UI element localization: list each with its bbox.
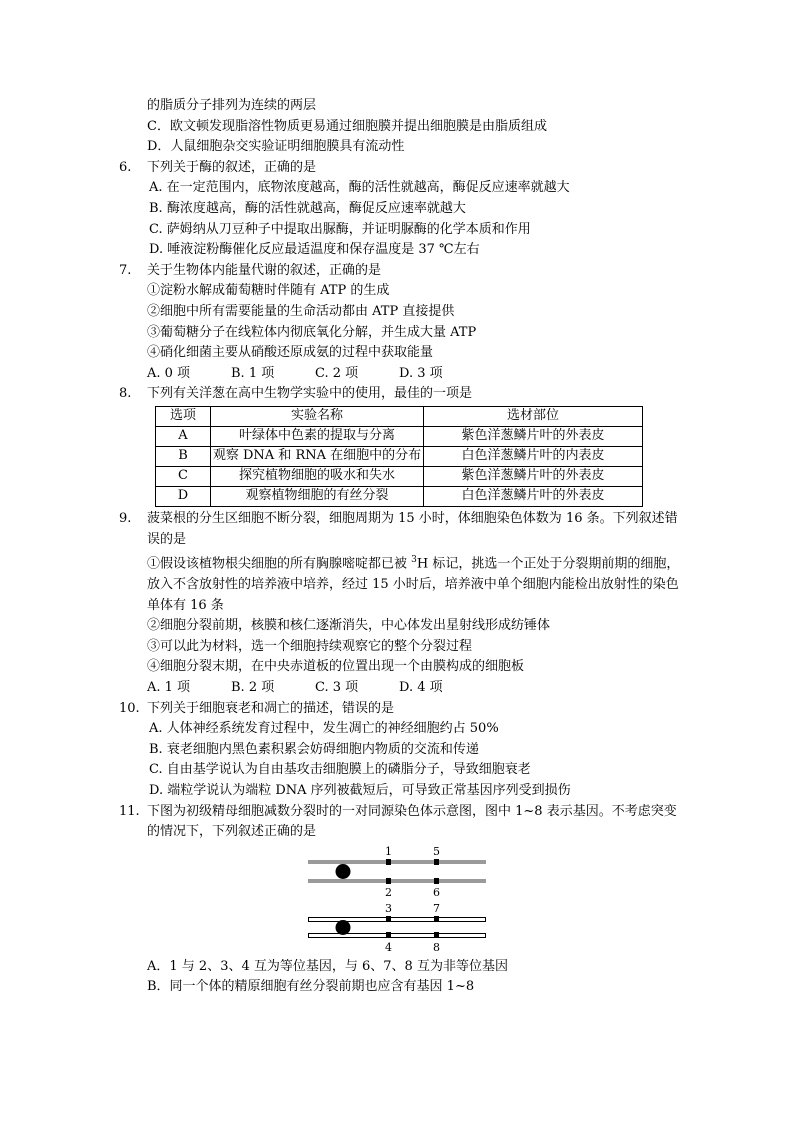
question-7 bbox=[0, 261, 794, 385]
choice-b: B. 2 项 bbox=[231, 679, 275, 695]
option-b: B. 酶浓度越高，酶的活性就越高，酶促反应速率就越大 bbox=[149, 200, 466, 216]
gene-6-locus bbox=[434, 878, 439, 884]
gene-label-1: 1 bbox=[385, 844, 392, 858]
choice-d: D. 3 项 bbox=[399, 365, 443, 381]
gene-label-7: 7 bbox=[433, 901, 440, 915]
question-number: 10. bbox=[119, 700, 140, 716]
gene-5-locus bbox=[434, 859, 439, 865]
option-a: A. 人体神经系统发育过程中，发生凋亡的神经细胞约占 50% bbox=[149, 721, 499, 737]
question-stem: 关于生物体内能量代谢的叙述，正确的是 bbox=[147, 262, 382, 278]
cell-option: A bbox=[156, 426, 211, 446]
question-11 bbox=[0, 802, 794, 843]
question-number: 6. bbox=[119, 159, 132, 175]
gene-label-8: 8 bbox=[433, 940, 440, 954]
statement-1 bbox=[147, 550, 684, 616]
cell-material: 紫色洋葱鳞片叶的外表皮 bbox=[424, 466, 643, 486]
option-c: C. 自由基学说认为自由基攻击细胞膜上的磷脂分子，导致细胞衰老 bbox=[149, 762, 531, 778]
option-b: B. 衰老细胞内黑色素积累会妨碍细胞内物质的交流和传递 bbox=[149, 741, 479, 757]
gene-2-locus bbox=[386, 878, 391, 884]
gene-4-locus bbox=[386, 932, 391, 938]
cell-experiment: 探究植物细胞的吸水和失水 bbox=[211, 466, 424, 486]
table-row bbox=[156, 446, 643, 466]
cell-experiment: 观察 DNA 和 RNA 在细胞中的分布 bbox=[211, 446, 424, 466]
gene-label-2: 2 bbox=[385, 885, 392, 899]
question-stem: 菠菜根的分生区细胞不断分裂，细胞周期为 15 小时，体细胞染色体数为 16 条。下列叙述错误的是 bbox=[147, 510, 678, 547]
choice-a: A. 1 项 bbox=[147, 679, 191, 695]
statement-4: ④硝化细菌主要从硝酸还原成氨的过程中获取能量 bbox=[147, 345, 434, 361]
table-header-row bbox=[156, 406, 643, 426]
table-row bbox=[156, 426, 643, 446]
statement-1-pre: ①假设该植物根尖细胞的所有胸腺嘧啶都已被 bbox=[147, 556, 412, 572]
isotope-superscript: 3 bbox=[411, 555, 417, 566]
q5-option-d: D．人鼠细胞杂交实验证明细胞膜具有流动性 bbox=[147, 139, 405, 155]
choice-c: C. 3 项 bbox=[315, 679, 359, 695]
q5-option-c: C．欧文顿发现脂溶性物质更易通过细胞膜并提出细胞膜是由脂质组成 bbox=[147, 118, 547, 134]
chromosome-figure bbox=[308, 845, 488, 955]
choice-b: B. 1 项 bbox=[231, 365, 275, 381]
cell-option: B bbox=[156, 446, 211, 466]
option-d: D. 端粒学说认为端粒 DNA 序列被截短后，可导致正常基因序列受到损伤 bbox=[149, 782, 571, 798]
choice-a: A. 0 项 bbox=[147, 365, 191, 381]
statement-1: ①淀粉水解成葡萄糖时伴随有 ATP 的生成 bbox=[147, 283, 390, 299]
option-d: D. 唾液淀粉酶催化反应最适温度和保存温度是 37 ℃左右 bbox=[149, 242, 480, 258]
chromatid-4 bbox=[309, 933, 486, 937]
statement-2: ②细胞中所有需要能量的生命活动都由 ATP 直接提供 bbox=[147, 303, 455, 319]
statement-2: ②细胞分裂前期，核膜和核仁逐渐消失，中心体发出星射线形成纺锤体 bbox=[147, 618, 551, 634]
option-c: C. 萨姆纳从刀豆种子中提取出脲酶，并证明脲酶的化学本质和作用 bbox=[149, 221, 531, 237]
cell-option: D bbox=[156, 486, 211, 506]
statement-4: ④细胞分裂末期，在中央赤道板的位置出现一个由膜构成的细胞板 bbox=[147, 659, 525, 675]
centromere-1 bbox=[336, 864, 351, 879]
statement-3: ③葡萄糖分子在线粒体内彻底氧化分解，并生成大量 ATP bbox=[147, 324, 477, 340]
cell-experiment: 观察植物细胞的有丝分裂 bbox=[211, 486, 424, 506]
question-number: 9. bbox=[119, 510, 132, 526]
centromere-2 bbox=[336, 920, 351, 935]
gene-label-6: 6 bbox=[433, 885, 440, 899]
table-row bbox=[156, 486, 643, 506]
statement-3: ③可以此为材料，选一个细胞持续观察它的整个分裂过程 bbox=[147, 638, 473, 654]
question-number: 7. bbox=[119, 262, 132, 278]
cell-material: 白色洋葱鳞片叶的外表皮 bbox=[424, 486, 643, 506]
cell-experiment: 叶绿体中色素的提取与分离 bbox=[211, 426, 424, 446]
gene-3-locus bbox=[386, 916, 391, 922]
question-9 bbox=[0, 509, 794, 699]
cell-material: 紫色洋葱鳞片叶的外表皮 bbox=[424, 426, 643, 446]
choices-row bbox=[147, 364, 684, 385]
chromatid-1 bbox=[308, 860, 486, 864]
q11-option-b: B．同一个体的精原细胞有丝分裂前期也应含有基因 1~8 bbox=[147, 979, 475, 995]
cell-option: C bbox=[156, 466, 211, 486]
header-material: 选材部位 bbox=[424, 406, 643, 426]
homologous-chromosome-diagram bbox=[308, 845, 488, 955]
statement-1-post: H 标记，挑选一个正处于分裂期前期的细胞，放入不含放射性的培养液中培养，经过 15 小时后，培养液中单个细胞内能检出放射性的染色单体有 16 条 bbox=[147, 556, 680, 613]
gene-label-3: 3 bbox=[385, 901, 392, 915]
gene-label-4: 4 bbox=[385, 940, 392, 954]
gene-8-locus bbox=[434, 932, 439, 938]
question-10 bbox=[0, 699, 794, 802]
choice-c: C. 2 项 bbox=[315, 365, 359, 381]
choice-d: D. 4 项 bbox=[399, 679, 443, 695]
question-number: 11. bbox=[119, 803, 140, 819]
q5-continuation-line: 的脂质分子排列为连续的两层 bbox=[147, 98, 317, 113]
choices-row bbox=[147, 678, 684, 699]
question-stem: 下列关于酶的叙述，正确的是 bbox=[147, 159, 317, 175]
chromatid-3 bbox=[309, 917, 486, 921]
experiment-table bbox=[155, 406, 643, 507]
question-stem: 下列有关洋葱在高中生物学实验中的使用，最佳的一项是 bbox=[147, 386, 473, 402]
exam-page bbox=[0, 96, 794, 998]
gene-label-5: 5 bbox=[433, 844, 440, 858]
question-stem: 下图为初级精母细胞减数分裂时的一对同源染色体示意图，图中 1~8 表示基因。不考虑突变的情况下，下列叙述正确的是 bbox=[147, 803, 677, 840]
question-stem: 下列关于细胞衰老和凋亡的描述，错误的是 bbox=[147, 700, 395, 716]
cell-material: 白色洋葱鳞片叶的内表皮 bbox=[424, 446, 643, 466]
question-number: 8. bbox=[119, 386, 132, 402]
gene-1-locus bbox=[386, 859, 391, 865]
header-experiment: 实验名称 bbox=[211, 406, 424, 426]
gene-7-locus bbox=[434, 916, 439, 922]
chromatid-2 bbox=[308, 879, 486, 883]
q11-option-a: A．1 与 2、3、4 互为等位基因，与 6、7、8 互为非等位基因 bbox=[147, 958, 508, 974]
question-6 bbox=[0, 158, 794, 261]
option-a: A. 在一定范围内，底物浓度越高，酶的活性就越高，酶促反应速率就越大 bbox=[149, 180, 570, 196]
table-row bbox=[156, 466, 643, 486]
header-option: 选项 bbox=[156, 406, 211, 426]
question-8 bbox=[0, 384, 794, 405]
